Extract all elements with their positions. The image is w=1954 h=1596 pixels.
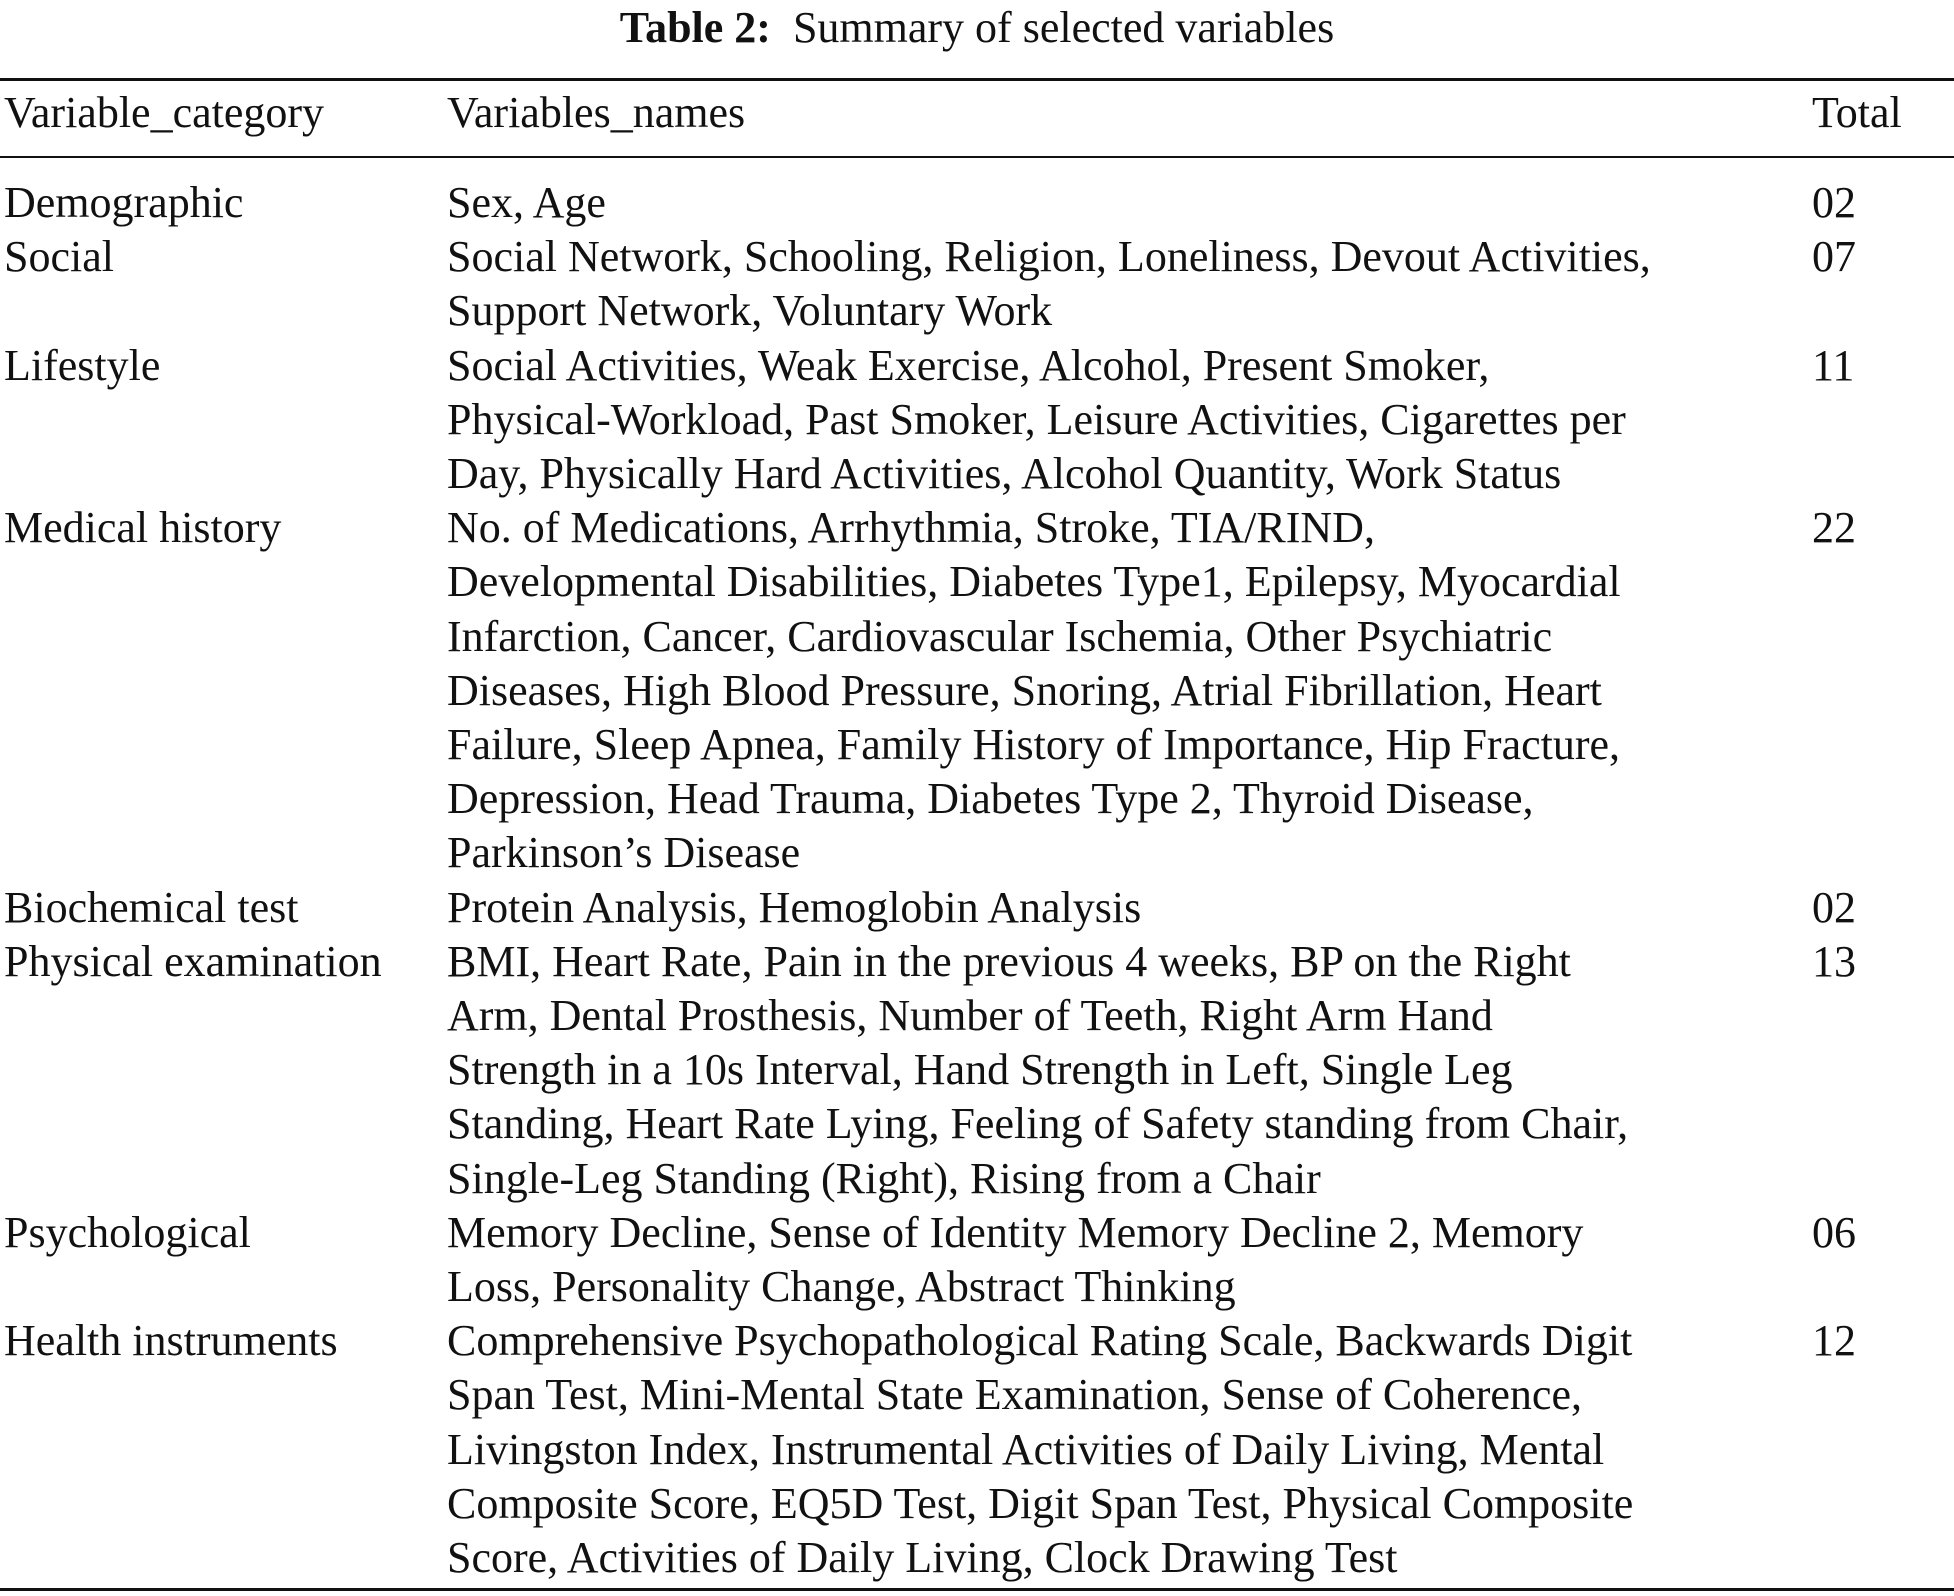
cell-variables-names-line: BMI, Heart Rate, Pain in the previous 4 weeks, BP on the Right <box>447 936 1571 986</box>
cell-variables-names-line: Strength in a 10s Interval, Hand Strength in Left, Single Leg <box>447 1045 1513 1095</box>
cell-variables-names-line: Diseases, High Blood Pressure, Snoring, Atrial Fibrillation, Heart <box>447 665 1602 715</box>
table-caption <box>0 2 1954 54</box>
cell-variable-category: Medical history <box>4 503 282 553</box>
cell-total: 22 <box>1812 503 1856 553</box>
cell-variables-names-line: Livingston Index, Instrumental Activities of Daily Living, Mental <box>447 1424 1605 1474</box>
cell-variables-names-line: Social Network, Schooling, Religion, Loneliness, Devout Activities, <box>447 232 1651 282</box>
cell-variables-names-line: Depression, Head Trauma, Diabetes Type 2, Thyroid Disease, <box>447 774 1534 824</box>
cell-variables-names-line: Parkinson’s Disease <box>447 828 801 878</box>
cell-variables-names <box>447 1314 1767 1585</box>
cell-variables-names-line: Social Activities, Weak Exercise, Alcohol, Present Smoker, <box>447 340 1490 390</box>
cell-variable-category: Demographic <box>4 178 244 227</box>
cell-variables-names <box>447 1206 1767 1314</box>
cell-total: 06 <box>1812 1207 1856 1257</box>
cell-variables-names <box>447 176 1767 230</box>
cell-variables-names <box>447 935 1767 1206</box>
cell-variables-names-line: Span Test, Mini-Mental State Examination, Sense of Coherence, <box>447 1370 1582 1420</box>
table-row <box>0 230 1954 338</box>
cell-variables-names <box>447 881 1767 935</box>
header-total: Total <box>1812 88 1902 137</box>
cell-variables-names-line: Standing, Heart Rate Lying, Feeling of Safety standing from Chair, <box>447 1099 1629 1149</box>
cell-variables-names-line: Infarction, Cancer, Cardiovascular Ischemia, Other Psychiatric <box>447 611 1553 661</box>
table-caption-label: Table 2: <box>619 3 771 52</box>
cell-variables-names <box>447 339 1767 502</box>
cell-variables-names-line: No. of Medications, Arrhythmia, Stroke, TIA/RIND, <box>447 503 1375 553</box>
table-body <box>0 176 1954 1585</box>
cell-variable-category: Lifestyle <box>4 340 161 390</box>
cell-variables-names-line: Protein Analysis, Hemoglobin Analysis <box>447 882 1142 932</box>
cell-variables-names-line: Memory Decline, Sense of Identity Memory Decline 2, Memory <box>447 1207 1584 1257</box>
cell-total: 11 <box>1812 340 1855 390</box>
cell-variables-names-line: Loss, Personality Change, Abstract Thinking <box>447 1262 1236 1312</box>
cell-variables-names-line: Developmental Disabilities, Diabetes Type1, Epilepsy, Myocardial <box>447 557 1621 607</box>
cell-variables-names <box>447 230 1767 338</box>
cell-total: 12 <box>1812 1316 1856 1366</box>
cell-variables-names-line: Score, Activities of Daily Living, Clock Drawing Test <box>447 1533 1398 1583</box>
cell-total: 07 <box>1812 232 1856 282</box>
table-caption-text: Summary of selected variables <box>792 3 1335 52</box>
cell-variables-names-line: Composite Score, EQ5D Test, Digit Span Test, Physical Composite <box>447 1478 1634 1528</box>
table-bottom-rule <box>0 1588 1954 1591</box>
cell-variables-names-line: Comprehensive Psychopathological Rating Scale, Backwards Digit <box>447 1316 1633 1366</box>
table-row <box>0 935 1954 1206</box>
table-row <box>0 1314 1954 1585</box>
cell-total: 02 <box>1812 882 1856 932</box>
cell-variables-names-line: Single-Leg Standing (Right), Rising from a Chair <box>447 1153 1321 1203</box>
cell-variables-names-line: Support Network, Voluntary Work <box>447 286 1053 336</box>
table-header-rule <box>0 156 1954 158</box>
header-variable-category: Variable_category <box>4 88 325 137</box>
table-top-rule <box>0 78 1954 81</box>
table-row <box>0 501 1954 880</box>
cell-variable-category: Physical examination <box>4 936 382 986</box>
cell-variable-category: Biochemical test <box>4 882 299 932</box>
table-header-row <box>0 86 1954 146</box>
cell-variables-names <box>447 501 1767 880</box>
cell-variables-names-line: Physical-Workload, Past Smoker, Leisure Activities, Cigarettes per <box>447 394 1626 444</box>
cell-variable-category: Health instruments <box>4 1316 338 1366</box>
cell-total: 13 <box>1812 936 1856 986</box>
table-row <box>0 176 1954 230</box>
cell-variables-names-line: Day, Physically Hard Activities, Alcohol Quantity, Work Status <box>447 449 1562 499</box>
table-row <box>0 1206 1954 1314</box>
cell-variables-names-line: Sex, Age <box>447 178 606 227</box>
table-row <box>0 339 1954 502</box>
cell-variable-category: Psychological <box>4 1207 251 1257</box>
cell-variables-names-line: Arm, Dental Prosthesis, Number of Teeth, Right Arm Hand <box>447 991 1493 1041</box>
cell-total: 02 <box>1812 178 1856 227</box>
cell-variable-category: Social <box>4 232 114 282</box>
header-variables-names: Variables_names <box>447 88 746 137</box>
table-row <box>0 881 1954 935</box>
cell-variables-names-line: Failure, Sleep Apnea, Family History of Importance, Hip Fracture, <box>447 720 1621 770</box>
